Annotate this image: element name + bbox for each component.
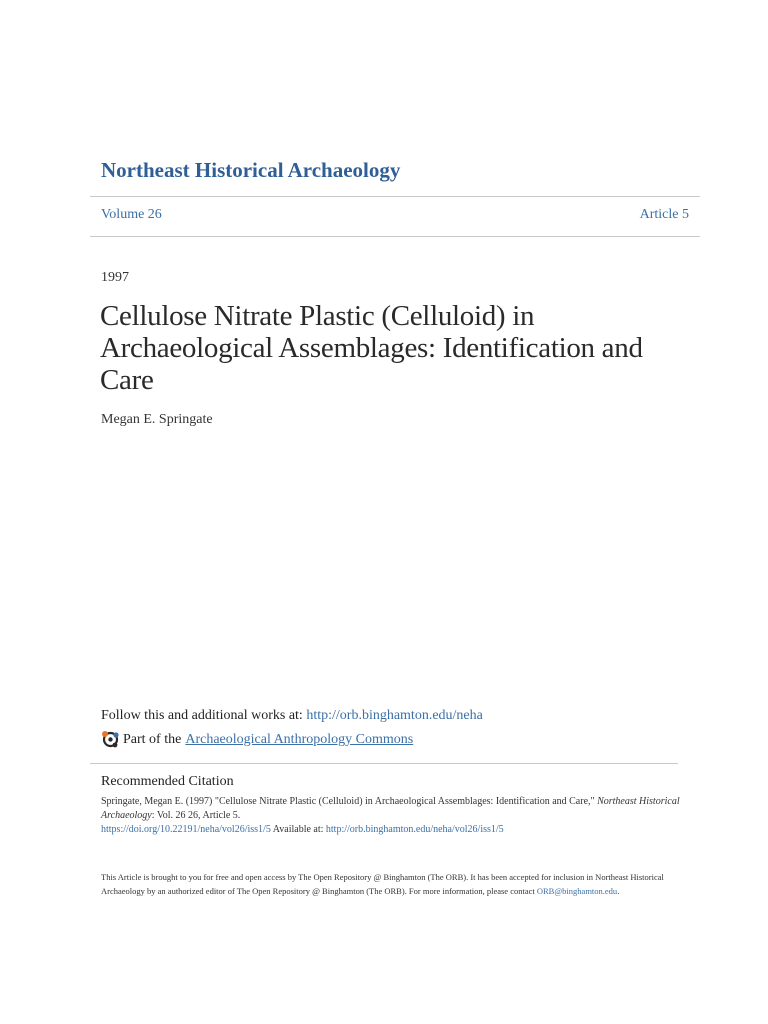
article-link[interactable]: Article 5 bbox=[639, 207, 689, 222]
available-prefix: Available at: bbox=[270, 824, 326, 835]
access-notice-text: This Article is brought to you for free and open access by The Open Repository @ Binghamton (The ORB). It has been accepted for inclusion in Northeast Historical Archaeology by an authorized editor of The Open Repository @ Binghamton (The ORB). For more information, please contact bbox=[101, 872, 664, 896]
header-bottom-rule bbox=[90, 236, 700, 237]
commons-link[interactable]: Archaeological Anthropology Commons bbox=[185, 731, 414, 747]
volume-link[interactable]: Volume 26 bbox=[101, 207, 162, 222]
contact-email-link[interactable]: ORB@binghamton.edu bbox=[536, 886, 618, 896]
follow-url-link[interactable]: http://orb.binghamton.edu/neha bbox=[306, 708, 483, 723]
access-notice bbox=[101, 870, 681, 898]
citation-part2: : Vol. 26 26, Article 5. bbox=[151, 810, 241, 821]
journal-title[interactable]: Northeast Historical Archaeology bbox=[101, 158, 401, 182]
recommended-citation-heading: Recommended Citation bbox=[101, 774, 234, 789]
publication-year: 1997 bbox=[101, 270, 129, 285]
network-commons-icon bbox=[101, 730, 120, 749]
article-author: Megan E. Springate bbox=[101, 412, 213, 427]
header-top-rule bbox=[90, 196, 700, 197]
doi-link[interactable]: https://doi.org/10.22191/neha/vol26/iss1/5 bbox=[101, 824, 271, 835]
follow-prefix: Follow this and additional works at: bbox=[101, 708, 307, 723]
part-of-line bbox=[101, 730, 413, 749]
citation-text bbox=[101, 795, 681, 837]
available-url-link[interactable]: http://orb.binghamton.edu/neha/vol26/iss1/5 bbox=[325, 824, 504, 835]
citation-part1: Springate, Megan E. (1997) "Cellulose Nitrate Plastic (Celluloid) in Archaeological Assemblages: Identification and Care," bbox=[101, 796, 598, 807]
follow-line bbox=[101, 708, 483, 724]
citation-journal: Northeast Historical Archaeology bbox=[101, 796, 680, 821]
part-of-prefix: Part of the bbox=[123, 731, 182, 747]
citation-rule bbox=[90, 763, 678, 764]
article-title: Cellulose Nitrate Plastic (Celluloid) in Archaeological Assemblages: Identification and Care bbox=[100, 300, 643, 396]
access-notice-end: . bbox=[617, 886, 620, 896]
